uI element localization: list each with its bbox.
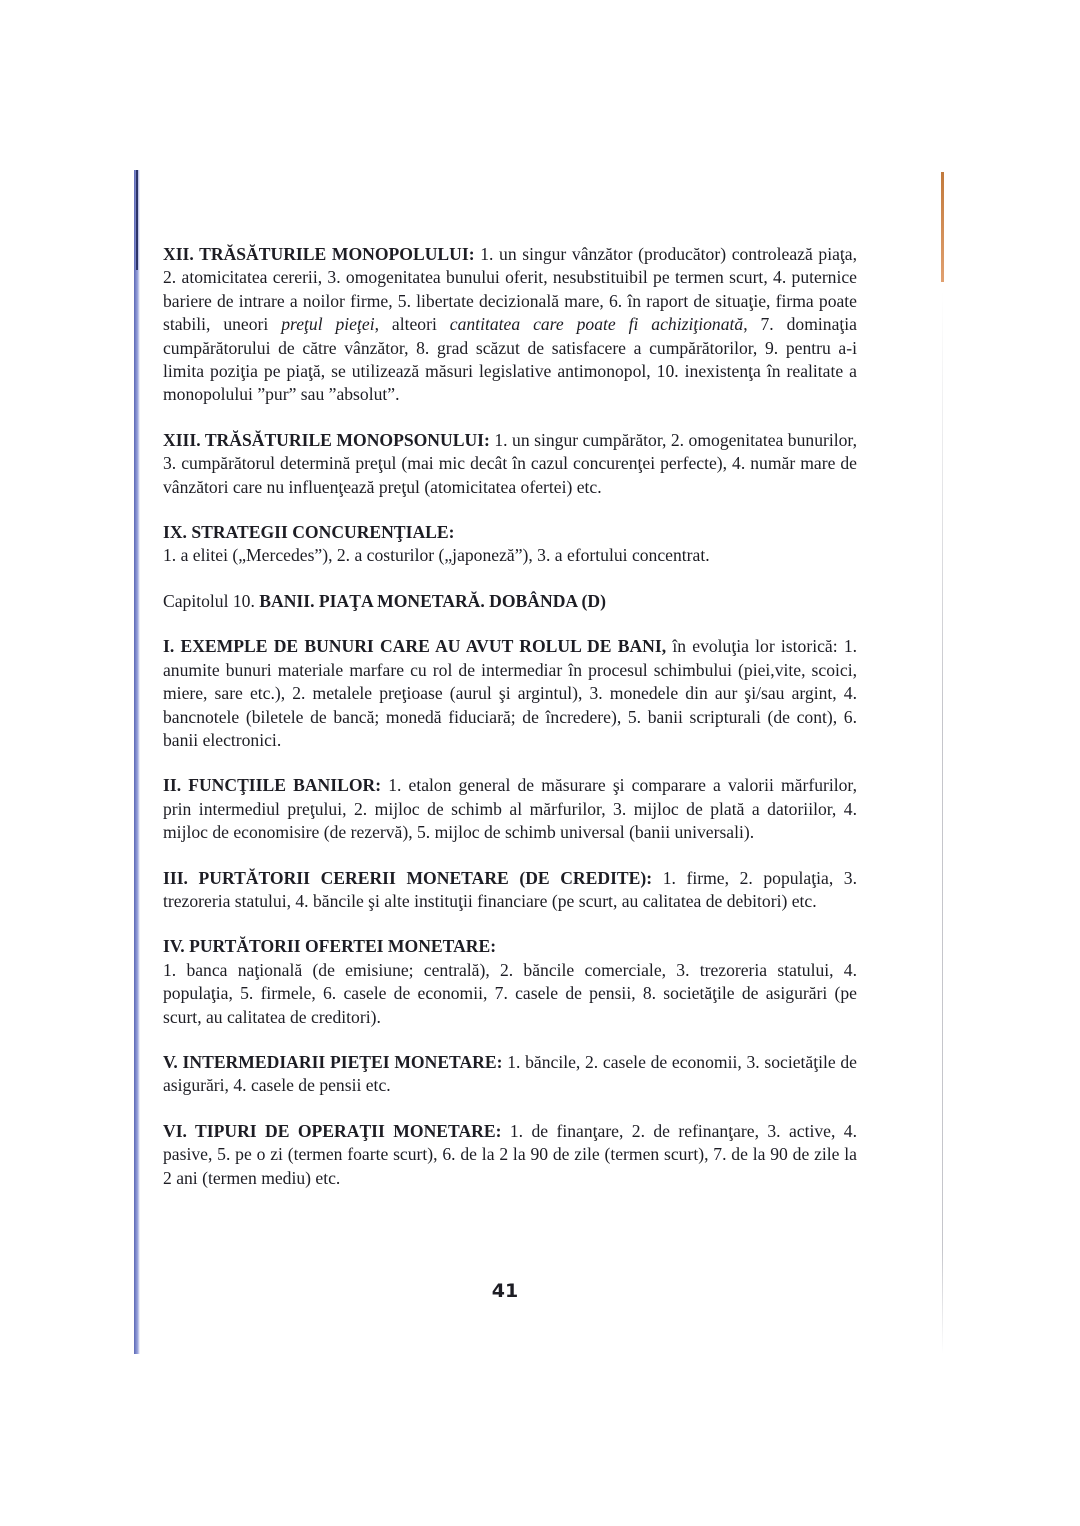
section-strategii [163,521,857,568]
section-monopson [163,429,857,499]
section-text: 1. băncile, 2. casele de economii, 3. societăţile de asigurări, 4. casele de pensii etc. [163,1051,857,1096]
scan-edge-left-shadow [136,170,138,270]
section-text: în evoluţia lor istorică: 1. anumite bunuri materiale marfare cu rol de intermediar în procesul schimbului (piei,vite, scoici, miere, sare etc.), 2. metalele preţioase (aurul şi argintul), 3. monedele din aur şi/sau argint, 4. bancnotele (biletele de bancă; monedă fiduciară; de încredere), 5. banii scripturali (de cont), 6. banii electronici. [163,636,858,750]
page-number: 41 [491,1280,519,1302]
section-oferta [163,935,857,1029]
italic-term: preţul pieţei [281,314,375,335]
section-functii [163,774,857,844]
section-text: 1. a elitei („Mercedes”), 2. a costurilor („japoneză”), 3. a efortului concentrat. [163,545,710,566]
section-monopol [163,243,857,407]
section-text: , alteori [374,314,450,335]
section-text: 1. firme, 2. populaţia, 3. trezoreria statului, 4. băncile şi alte instituţii financiare (pe scurt, au calitatea de debitori) etc. [163,867,857,911]
section-text: 1. de finanţare, 2. de refinanţare, 3. active, 4. pasive, 5. pe o zi (termen foarte scurt), 6. de la 2 la 90 de zile (termen scurt), 7. de la 90 de zile la 2 ani (termen mediu) etc. [163,1120,857,1188]
section-heading: XII. TRĂSĂTURILE MONOPOLULUI: [163,244,475,264]
section-heading: II. FUNCŢIILE BANILOR: [163,775,382,796]
scan-edge-right-line [942,290,943,1354]
section-text: 1. banca naţională (de emisiune; centrală), 2. băncile comerciale, 3. trezoreria statului, 4. populaţia, 5. firmele, 6. casele de economii, 7. casele de pensii, 8. societăţile de asigurări (pe scurt, au calitatea de creditori). [163,959,857,1027]
section-cerere [163,867,857,914]
section-heading: IX. STRATEGII CONCURENŢIALE: [163,522,455,543]
section-operatii [163,1120,857,1190]
scan-edge-left [134,170,140,1354]
section-text: , 7. dominaţia cumpărătorului de către vânzător, 8. grad scăzut de satisfacere a cumpărătorilor, 9. pentru a-i limita poziţia pe piaţă, se utilizează măsuri legislative antimonopol, 10. inexistenţa în realitate a monopolului ”pur” sau ”absolut”. [163,314,857,405]
section-text: 1. un singur cumpărător, 2. omogenitatea bunurilor, 3. cumpărătorul determină preţul (mai mic decât în cazul concurenţei perfecte), 4. număr mare de vânzători care nu influenţează preţul (atomicitatea ofertei) etc. [163,429,857,497]
chapter-heading: BANII. PIAŢA MONETARĂ. DOBÂNDA (D) [259,590,606,611]
scan-edge-right [941,172,944,282]
section-text: 1. un singur vânzător (producător) controlează piaţa, 2. atomicitatea cererii, 3. omogenitatea bunului oferit, nesubstituibil pe termen scurt, 4. puternice bariere de intrare a noilor firme, 5. libertate decizională mare, 6. în raport de situaţie, firma poate stabili, uneori [163,244,858,335]
section-exemple [163,635,857,752]
chapter-prefix: Capitolul 10. [163,590,260,611]
section-intermediari [163,1051,857,1098]
section-heading: IV. PURTĂTORII OFERTEI MONETARE: [163,936,497,957]
section-heading: III. PURTĂTORII CERERII MONETARE (DE CREDITE): [163,867,653,888]
section-text: 1. etalon general de măsurare şi comparare a valorii mărfurilor, prin intermediul preţului, 2. mijloc de schimb al mărfurilor, 3. mijloc de plată a datoriilor, 4. mijloc de economisire (de rezervă), 5. mijloc de schimb universal (banii universali). [163,775,857,843]
section-heading: I. EXEMPLE DE BUNURI CARE AU AVUT ROLUL DE BANI, [163,636,667,657]
page-body [163,243,857,1212]
section-heading: VI. TIPURI DE OPERAŢII MONETARE: [163,1120,502,1141]
section-heading: V. INTERMEDIARII PIEŢEI MONETARE: [163,1051,503,1072]
italic-term: cantitatea care poate fi achiziţionată [449,314,744,335]
chapter-title [163,590,857,613]
section-heading: XIII. TRĂSĂTURILE MONOPSONULUI: [163,429,490,450]
